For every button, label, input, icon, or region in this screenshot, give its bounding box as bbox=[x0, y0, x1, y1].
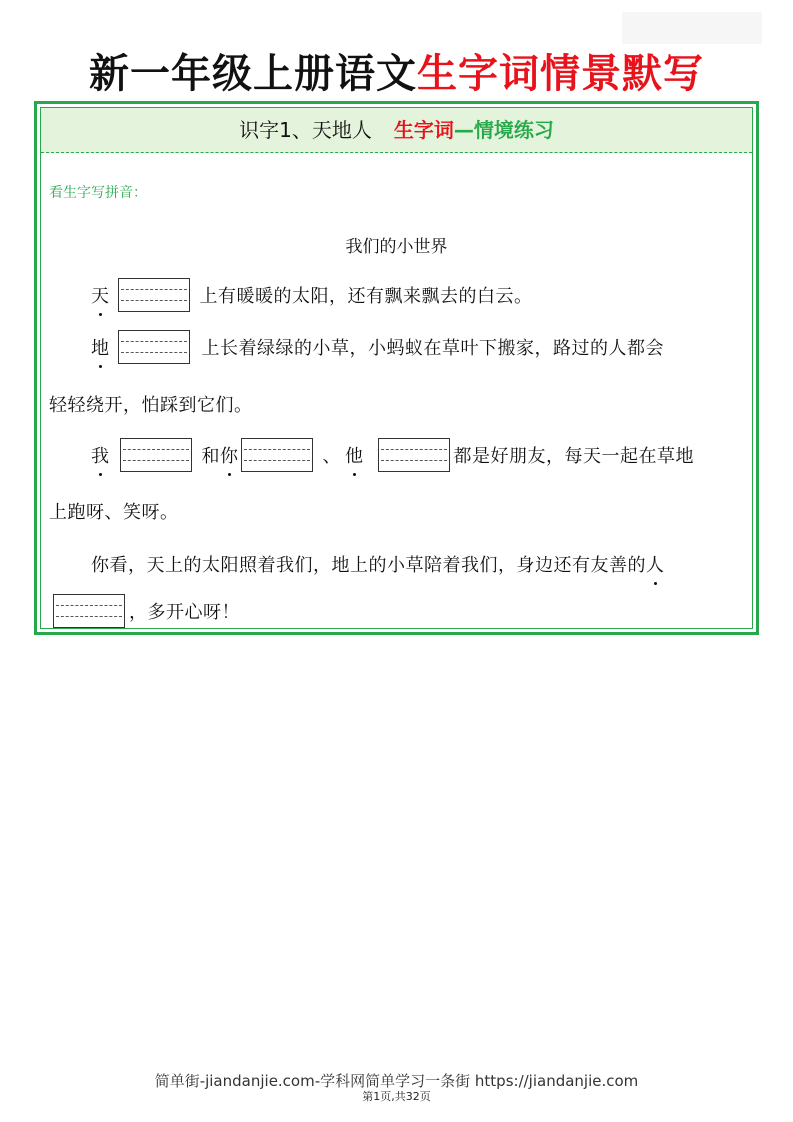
footer-page-number: 第1页,共32页 bbox=[362, 1090, 431, 1103]
line-text: ，多开心呀！ bbox=[129, 602, 240, 623]
pinyin-box[interactable] bbox=[378, 438, 450, 472]
story-line-1 bbox=[91, 278, 533, 312]
pinyin-box[interactable] bbox=[241, 438, 313, 472]
target-char: 地 bbox=[91, 334, 110, 360]
page-title-red: 生字词情景默写 bbox=[417, 51, 704, 97]
story-line-5 bbox=[49, 498, 179, 524]
exercise-frame-inner bbox=[40, 107, 753, 629]
line-text: 和 bbox=[201, 446, 220, 467]
line-text: 上有暖暖的太阳，还有飘来飘去的白云。 bbox=[199, 286, 533, 307]
story-title: 我们的小世界 bbox=[345, 237, 448, 257]
line-text: 、 bbox=[322, 446, 341, 467]
section-red: 生字词 bbox=[393, 118, 454, 142]
story-line-7 bbox=[53, 594, 240, 628]
exercise-frame bbox=[34, 101, 759, 635]
target-char: 我 bbox=[91, 442, 110, 468]
story-line-4 bbox=[91, 438, 694, 472]
pinyin-box[interactable] bbox=[53, 594, 125, 628]
target-char: 人 bbox=[646, 551, 665, 577]
line-text: 上跑呀、笑呀。 bbox=[49, 502, 179, 523]
pinyin-box[interactable] bbox=[118, 330, 190, 364]
section-green: —情境练习 bbox=[453, 118, 554, 142]
pinyin-box[interactable] bbox=[120, 438, 192, 472]
header-smudge bbox=[622, 12, 762, 44]
target-char: 他 bbox=[345, 442, 364, 468]
section-lesson: 识字1、天地人 bbox=[239, 118, 372, 142]
pinyin-box[interactable] bbox=[118, 278, 190, 312]
instruction: 看生字写拼音： bbox=[49, 185, 147, 201]
target-char: 你 bbox=[220, 442, 239, 468]
line-text: 你看，天上的太阳照着我们，地上的小草陪着我们，身边还有友善的 bbox=[91, 555, 646, 576]
target-char: 天 bbox=[91, 282, 110, 308]
story-line-6 bbox=[91, 551, 665, 577]
footer-site: 简单街-jiandanjie.com-学科网简单学习一条街 https://jiandanjie.com bbox=[154, 1072, 639, 1090]
story-line-2 bbox=[91, 330, 664, 364]
page-title bbox=[0, 48, 793, 100]
line-text: 轻轻绕开，怕踩到它们。 bbox=[49, 395, 253, 416]
line-text: 上长着绿绿的小草，小蚂蚁在草叶下搬家，路过的人都会 bbox=[201, 338, 664, 359]
section-header bbox=[41, 108, 752, 153]
line-text: 都是好朋友，每天一起在草地 bbox=[453, 446, 694, 467]
story-line-3 bbox=[49, 391, 253, 417]
page-title-black: 新一年级上册语文 bbox=[89, 51, 417, 97]
